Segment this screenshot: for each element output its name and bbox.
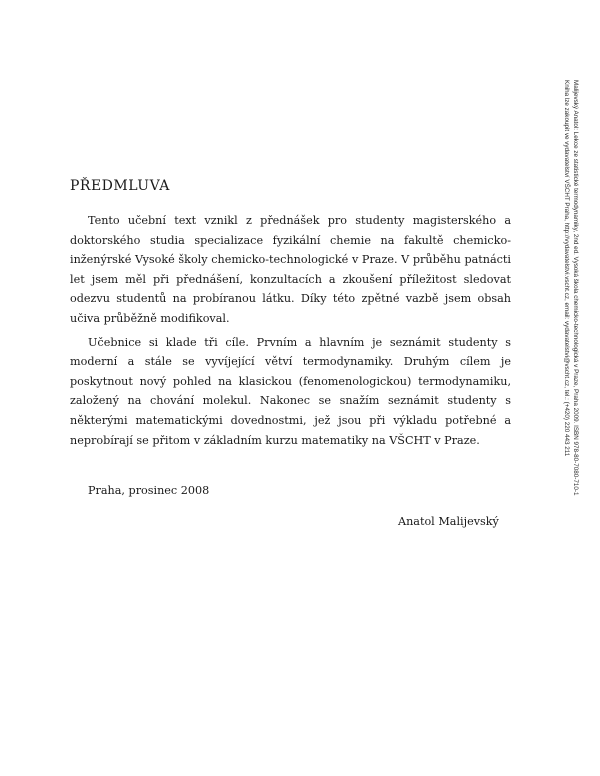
place-and-date: Praha, prosinec 2008 (88, 484, 210, 497)
paragraph-1: Tento učební text vznikl z přednášek pro studenty magisterského a doktorského studia specializace fyzikální chemie na fakultě chemicko-inženýrské Vysoké školy chemicko-technologické v Praze. V průběhu patnácti let jsem měl při přednášení, konzultacích a zkoušení příležitost sledovat odezvu studentů na probíranou látku. Díky této zpětné vazbě jsem obsah učiva průběžně modifikoval. (70, 214, 511, 325)
side-note-line-1: Malijevský Anatol: Lekce ze statistické termodynamiky, 2nd ed. Vysoká škola chemicko-technologická v Praze, Praha 2009. ISBN 978-80-7080-710-1 (572, 80, 579, 496)
paragraph-2: Učebnice si klade tři cíle. Prvním a hlavním je seznámit studenty s moderní a stále se vyvíjející větví termodynamiky. Druhým cílem je poskytnout nový pohled na klasickou (fenomenologickou) termodynamiku, založený na chování molekul. Nakonec se snažím seznámit studenty s některými matematickými dovednostmi, jež jsou při výkladu potřebné a neprobírají se přitom v základním kurzu matematiky na VŠCHT v Praze. (70, 335, 511, 447)
author-signature: Anatol Malijevský (398, 515, 499, 528)
side-note-line-2: Kniha lze zakoupit ve vydavatelství VŠCHT Praha, http://vydavatelstvi.vscht.cz, email: vydavatelstvi@vscht.cz, tel.: (+420) 220 443 211 (563, 80, 570, 457)
side-margin-note (562, 80, 580, 565)
preface-body (70, 211, 511, 454)
page-title: PŘEDMLUVA (70, 178, 170, 194)
